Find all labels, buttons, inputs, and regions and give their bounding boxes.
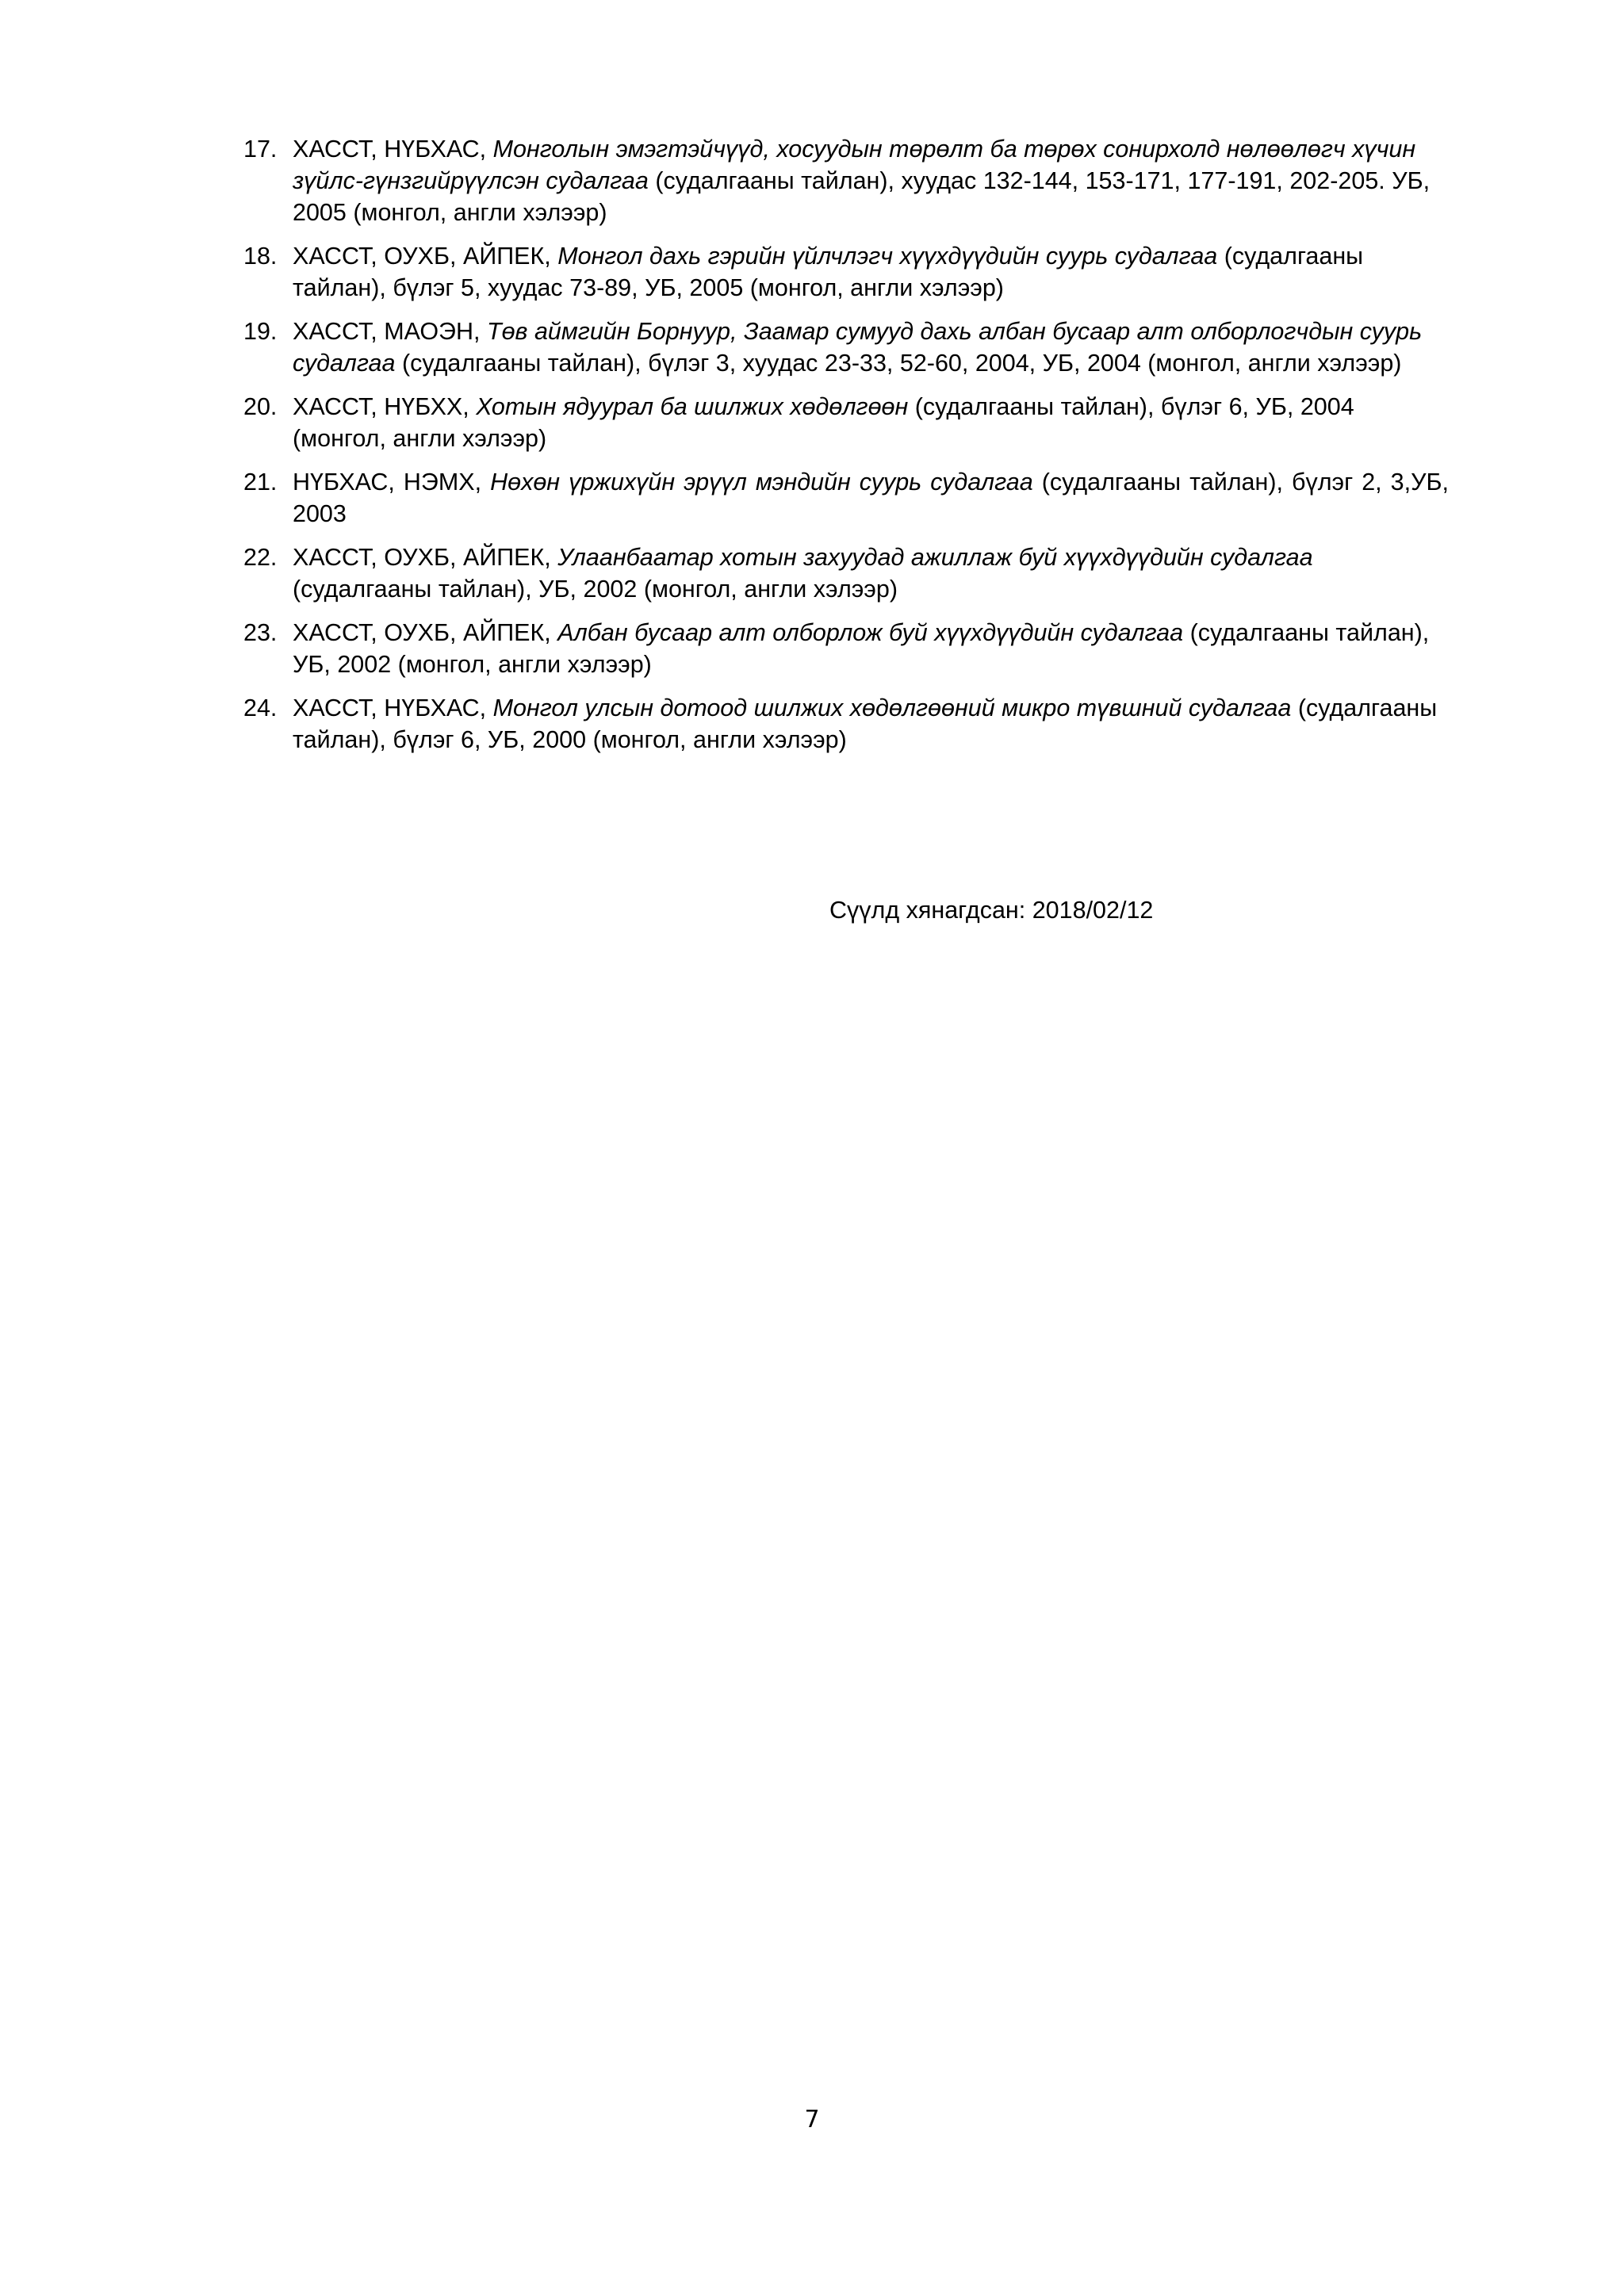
reference-number: 19. — [243, 318, 278, 345]
reference-number: 18. — [243, 243, 278, 270]
reference-authors: ХАССТ, ОУХБ, АЙПЕК, — [293, 243, 558, 270]
reference-text — [293, 541, 1449, 605]
reference-item-20 — [243, 391, 1449, 454]
reference-title: Монгол улсын дотоод шилжих хөдөлгөөний микро түвшний судалгаа — [492, 695, 1292, 721]
reference-text — [293, 617, 1449, 680]
reference-title: Нөхөн үржихүйн эрүүл мэндийн суурь судалгаа — [490, 469, 1033, 496]
reference-title: Төв аймгийн Борнуур, Заамар сумууд дахь албан бусаар алт олборлогчдын суурь судалгаа — [293, 318, 1423, 377]
reference-authors: ХАССТ, МАОЭН, — [293, 318, 487, 345]
reference-details: (судалгааны тайлан), бүлэг 3, хуудас 23-33, 52-60, 2004, УБ, 2004 (монгол, англи хэлээр) — [395, 350, 1402, 377]
page-number: 7 — [804, 2106, 820, 2133]
reference-details: (судалгааны тайлан), бүлэг 5, хуудас 73-89, УБ, 2005 (монгол, англи хэлээр) — [293, 243, 1364, 301]
reference-authors: ХАССТ, НҮБХХ, — [293, 393, 477, 420]
reference-details: (судалгааны тайлан), УБ, 2002 (монгол, англи хэлээр) — [293, 576, 898, 603]
reference-item-19 — [243, 316, 1449, 379]
reference-title: Монгол дахь гэрийн үйлчлэгч хүүхдүүдийн суурь судалгаа — [557, 243, 1218, 270]
reference-authors: ХАССТ, ОУХБ, АЙПЕК, — [293, 619, 558, 646]
last-reviewed-date: Сүүлд хянагдсан: 2018/02/12 — [829, 897, 1154, 924]
reference-details: (судалгааны тайлан), бүлэг 6, УБ, 2000 (монгол, англи хэлээр) — [293, 695, 1438, 753]
reference-number: 20. — [243, 393, 278, 420]
reference-title: Албан бусаар алт олборлож буй хүүхдүүдийн судалгаа — [557, 619, 1184, 646]
reference-details: (судалгааны тайлан), хуудас 132-144, 153-171, 177-191, 202-205. УБ, 2005 (монгол, англи хэлээр) — [293, 167, 1431, 226]
reference-details: (судалгааны тайлан), УБ, 2002 (монгол, англи хэлээр) — [293, 619, 1430, 678]
reference-text — [293, 391, 1449, 454]
reference-authors: НҮБХАС, НЭМХ, — [293, 469, 491, 496]
reference-details: (судалгааны тайлан), бүлэг 2, 3,УБ, 2003 — [293, 469, 1449, 527]
reference-authors: ХАССТ, ОУХБ, АЙПЕК, — [293, 544, 558, 571]
reference-text — [293, 133, 1449, 228]
reference-text — [293, 466, 1449, 530]
reference-title: Улаанбаатар хотын захуудад ажиллаж буй хүүхдүүдийн судалгаа — [557, 544, 1313, 571]
reference-number: 22. — [243, 544, 278, 571]
reference-text — [293, 316, 1449, 379]
reference-title: Хотын ядуурал ба шилжих хөдөлгөөн — [476, 393, 909, 420]
reference-item-23 — [243, 617, 1449, 680]
reference-number: 24. — [243, 695, 278, 721]
reference-number: 21. — [243, 469, 278, 496]
reference-item-17 — [243, 133, 1449, 228]
reference-list — [243, 133, 1449, 767]
reference-item-21 — [243, 466, 1449, 530]
reference-item-24 — [243, 692, 1449, 756]
reference-title: Монголын эмэгтэйчүүд, хосуудын төрөлт ба төрөх сонирхолд нөлөөлөгч хүчин зүйлс-гүнзгийрүүлсэн судалгаа — [293, 136, 1416, 194]
reference-authors: ХАССТ, НҮБХАС, — [293, 695, 493, 721]
reference-text — [293, 692, 1449, 756]
reference-number: 23. — [243, 619, 278, 646]
reference-details: (судалгааны тайлан), бүлэг 6, УБ, 2004 (монгол, англи хэлээр) — [293, 393, 1354, 452]
reference-authors: ХАССТ, НҮБХАС, — [293, 136, 493, 163]
reference-text — [293, 240, 1449, 304]
reference-item-22 — [243, 541, 1449, 605]
reference-number: 17. — [243, 136, 278, 163]
reference-item-18 — [243, 240, 1449, 304]
